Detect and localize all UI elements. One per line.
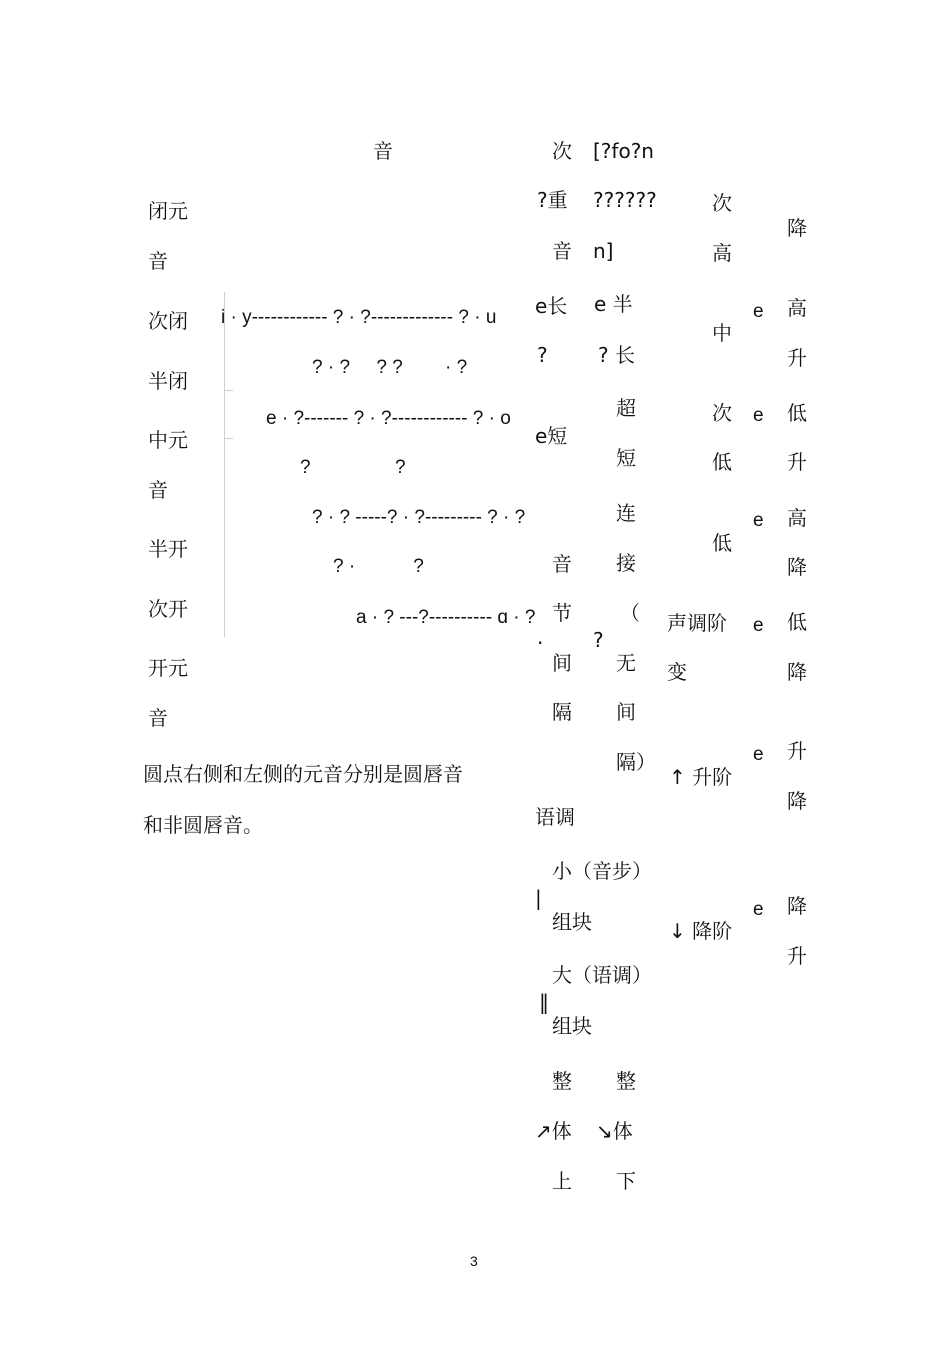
supra-c1-1: ?重 [537,188,568,212]
vowel-row-open: a · ? ---?---------- ɑ · ? [356,607,536,628]
supra-c2-7: 连 [616,501,636,525]
height-label-mid: 中元 [148,428,188,452]
tone-e-mark-3: e [753,615,764,636]
major-group-line2: 组块 [552,1014,592,1038]
vowel-row-mid: ? ? [300,457,406,478]
tone-contour-12: 升 [787,944,807,968]
tone-contour-8: 降 [787,660,807,684]
tone-contour-7: 低 [787,610,807,634]
tone-level-5: 低 [712,531,732,555]
supra-c2-12: 间 [616,700,636,724]
height-label-open-2: 音 [148,706,168,730]
supra-c2-8: 接 [616,551,636,575]
supra-c2-3: e 半 [594,292,633,316]
vowel-row-near-close: ? · ? ? ? · ? [312,357,468,378]
height-label-close-2: 音 [148,249,168,273]
minor-group-line1: 小（音步） [552,859,652,883]
supra-c2-4: ? 长 [598,343,635,367]
upstep-label: ↑ 升阶 [669,765,733,789]
global-rise-2: 上 [552,1169,572,1193]
supra-c2-1: ?????? [593,188,657,212]
vowel-row-close-mid: e · ?------- ? · ?------------ ? · o [266,408,511,429]
height-label-near-open: 次开 [148,597,188,621]
tone-e-mark-1: e [753,405,764,426]
supra-c1-7: 节 [552,601,572,625]
supra-c2-9: （ [620,601,640,625]
minor-group-line2: 组块 [552,910,592,934]
major-group-line1: 大（语调） [552,963,652,987]
supra-c1-2: 音 [552,239,572,263]
vowel-chart-bracket [224,390,233,439]
supra-c1-0: 次 [552,139,572,163]
downstep-heading-line2: 变 [667,660,687,684]
tone-contour-5: 高 [787,506,807,530]
supra-c1-8: · [537,631,544,655]
page-number: 3 [470,1253,478,1269]
major-group-symbol: ‖ [539,990,549,1014]
supra-c1-4: ? [537,343,548,367]
global-fall-0: 整 [616,1069,636,1093]
supra-c1-6: 音 [552,552,572,576]
vowel-row-open-mid: ? · ? -----? · ?--------- ? · ? [312,507,526,528]
supra-c2-2: n] [593,239,614,263]
height-label-close-mid: 半闭 [148,369,188,393]
tone-e-mark-2: e [753,510,764,531]
tone-contour-0: 降 [787,216,807,240]
global-fall-1: ↘体 [596,1119,633,1143]
supra-c2-10: ? [593,628,604,652]
supra-c2-5: 超 [616,396,636,420]
tone-contour-3: 低 [787,401,807,425]
tone-e-mark-4: e [753,744,764,765]
vowel-row-near-open: ? · ? [333,556,424,577]
tone-level-1: 高 [712,241,732,265]
tone-level-2: 中 [712,321,732,345]
tone-level-3: 次 [712,401,732,425]
vowel-chart-left-edge [224,292,225,637]
height-label-open-mid: 半开 [148,537,188,561]
tone-contour-2: 升 [787,346,807,370]
tone-e-mark-5: e [753,899,764,920]
global-fall-2: 下 [616,1169,636,1193]
supra-c1-10: 隔 [552,700,572,724]
tone-level-4: 低 [712,450,732,474]
supra-c1-9: 间 [552,651,572,675]
height-label-close: 闭元 [148,199,188,223]
minor-group-symbol: | [535,886,542,910]
tone-level-0: 次 [712,191,732,215]
vowel-column-heading: 音 [373,139,393,163]
global-rise-0: 整 [552,1069,572,1093]
height-label-open: 开元 [148,656,188,680]
intonation-label: 语调 [535,805,575,829]
supra-c1-3: e长 [535,294,568,318]
tone-contour-4: 升 [787,450,807,474]
tone-contour-9: 升 [787,739,807,763]
supra-c2-11: 无 [616,651,636,675]
tone-contour-6: 降 [787,555,807,579]
tone-contour-10: 降 [787,789,807,813]
supra-c2-0: [?fo?n [593,139,654,163]
supra-c2-13: 隔） [616,750,656,774]
tone-e-mark-0: e [753,301,764,322]
tone-contour-1: 高 [787,296,807,320]
height-label-mid-2: 音 [148,478,168,502]
vowel-chart-note-line2: 和非圆唇音。 [143,813,263,837]
supra-c2-6: 短 [616,446,636,470]
global-rise-1: ↗体 [535,1119,572,1143]
supra-c1-5: e短 [535,424,568,448]
height-label-near-close: 次闭 [148,309,188,333]
downstep-label: ↓ 降阶 [669,919,733,943]
downstep-heading-line1: 声调阶 [667,611,727,635]
tone-contour-11: 降 [787,894,807,918]
vowel-row-close: i · y------------ ? · ?------------- ? · u [221,307,497,328]
vowel-chart-note-line1: 圆点右侧和左侧的元音分别是圆唇音 [143,762,463,786]
